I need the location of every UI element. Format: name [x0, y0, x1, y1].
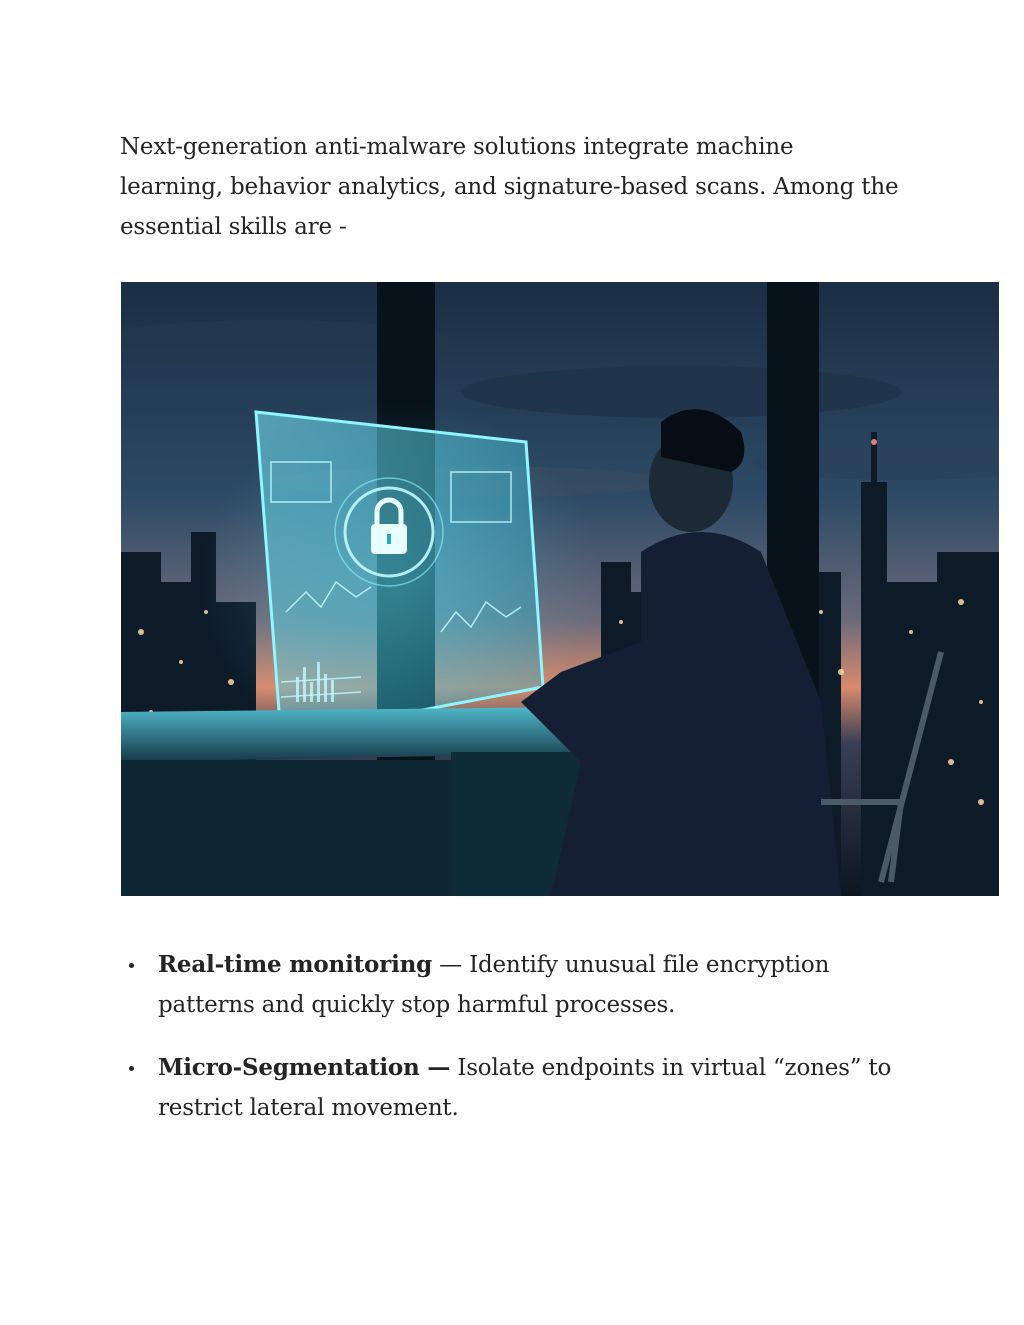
intro-paragraph: Next-generation anti-malware solutions integrate machine learning, behavior analytics, and signature-based scans. Among the essential skills are -: [120, 134, 899, 240]
list-item: [120, 1048, 900, 1128]
article-image: [121, 282, 999, 896]
list-item: [120, 945, 900, 1025]
list-item-separator: —: [432, 952, 470, 978]
list-item-title: Micro-Segmentation —: [158, 1054, 451, 1081]
list-item-text: Identify unusual file encryption patterns and quickly stop harmful processes.: [158, 952, 830, 1018]
bullet-icon: [129, 1066, 134, 1071]
list-item-title: Real-time monitoring: [158, 951, 433, 978]
list-item-text: Isolate endpoints in virtual “zones” to restrict lateral movement.: [158, 1055, 892, 1121]
bullet-icon: [129, 963, 134, 968]
feature-list: [120, 945, 900, 1151]
